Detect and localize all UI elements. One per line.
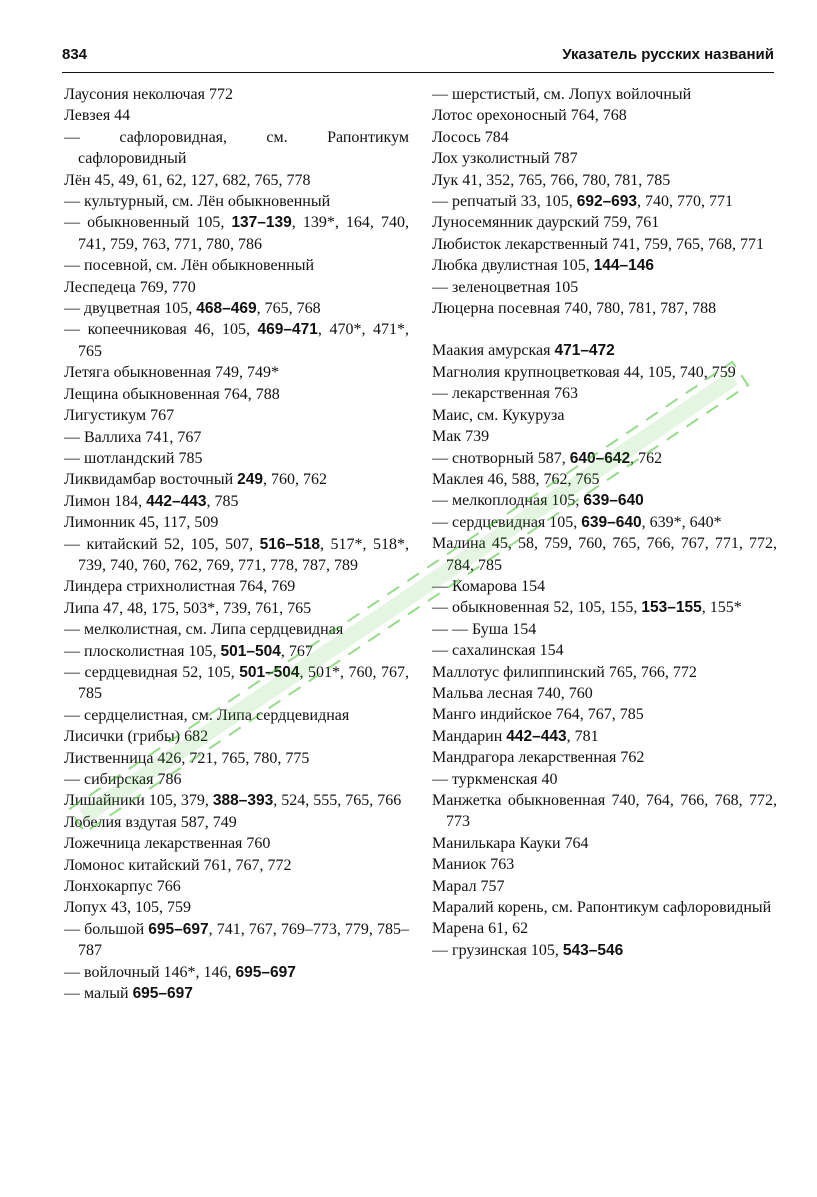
entry-bold-pages: 695–697 [132,985,193,1003]
entry-text: Лосось 784 [432,128,509,146]
entry-text: — шерстистый, см. Лопух войлочный [432,86,692,103]
entry-text: Манжетка обыкновенная 740, 764, 766, 768, 772, 773 [432,792,777,831]
entry-text: Лисички (грибы) 682 [64,728,209,746]
entry-bold-pages: 388–393 [212,792,274,810]
index-entry [64,405,409,426]
section-gap [432,319,777,340]
entry-text-rest: , 740, 770, 771 [637,193,734,211]
entry-bold-pages: 639–640 [581,513,642,531]
index-entry [432,747,777,768]
index-entry [64,619,409,640]
index-entry [64,769,409,790]
index-entry [432,170,777,191]
index-entry [432,191,777,212]
entry-text: Марена 61, 62 [432,920,529,938]
entry-bold-pages: 468–469 [196,300,257,318]
entry-bold-pages: 501–504 [220,642,281,660]
entry-bold-pages: 442–443 [506,727,567,745]
index-entry [64,876,409,897]
index-entry [432,704,777,725]
index-entry [64,469,409,490]
index-column-left [64,84,409,1004]
entry-text: Маралий корень, см. Рапонтикум сафлоровидный [432,899,772,917]
entry-text: — мелкоплодная 105, [432,492,584,510]
entry-text: Малина 45, 58, 759, 760, 765, 766, 767, 771, 772, 784, 785 [432,535,777,574]
index-entry [432,769,777,790]
entry-text: Марал 757 [432,877,505,895]
index-entry [432,662,777,683]
entry-text: — китайский 52, 105, 507, [64,535,260,553]
entry-text: — Валлиха 741, 767 [64,428,202,446]
index-entry [432,897,777,918]
entry-text: — сердцелистная, см. Липа сердцевидная [64,706,350,724]
entry-text: — лекарственная 763 [432,385,578,403]
index-entry [64,705,409,726]
entry-text: Мандрагора лекарственная 762 [432,749,645,767]
index-entry [432,405,777,426]
entry-bold-pages: 695–697 [148,920,209,938]
page-number: 834 [62,46,88,63]
index-entry [432,383,777,404]
entry-text: Любисток лекарственный 741, 759, 765, 768, 771 [432,235,764,253]
index-entry [432,340,777,361]
entry-text: — сибирская 786 [64,771,182,788]
entry-bold-pages: 640–642 [569,449,631,467]
entry-text: Мак 739 [432,428,490,446]
entry-text-rest: , 760, 762 [263,471,328,489]
entry-text: Лиственница 426, 721, 765, 780, 775 [64,749,310,767]
entry-text-rest: , 781 [566,727,599,745]
index-entry [64,491,409,512]
entry-text-rest: , 501*, 760, 767, 785 [78,663,409,703]
index-entry [64,790,409,811]
index-entry [64,84,409,105]
entry-text-rest: , 762 [630,449,663,467]
entry-text: — сафлоровидная, см. Рапонтикум сафлоровидный [64,128,409,168]
entry-bold-pages: 639–640 [583,492,644,510]
entry-text: Маклея 46, 588, 762, 765 [432,470,600,488]
entry-text: — копеечниковая 46, 105, [64,321,258,339]
index-entry [432,426,777,447]
entry-text: Маниок 763 [432,856,515,874]
index-entry [432,640,777,661]
index-entry [64,362,409,383]
entry-text: Лопух 43, 105, 759 [64,899,192,917]
entry-text: — большой [64,920,149,938]
entry-bold-pages: 469–471 [257,321,318,339]
index-entry [64,576,409,597]
entry-bold-pages: 695–697 [235,963,296,981]
running-head: Указатель русских названий [562,46,774,63]
entry-text: Лотос орехоносный 764, 768 [432,107,627,125]
entry-bold-pages: 153–155 [641,599,702,617]
index-entry [64,855,409,876]
index-entry [432,619,777,640]
index-entry [432,833,777,854]
entry-text: Лаусония неколючая 772 [64,86,233,103]
index-entry [432,298,777,319]
entry-bold-pages: 442–443 [146,492,207,510]
index-entry [432,576,777,597]
index-entry [64,897,409,918]
entry-text: — войлочный 146*, 146, [64,963,236,981]
entry-text: Леспедеца 769, 770 [64,278,196,296]
index-entry [432,105,777,126]
index-entry [432,362,777,383]
entry-text-rest: , 517*, 518*, 739, 740, 760, 762, 769, 771, 778, 787, 789 [78,535,410,574]
entry-text: — посевной, см. Лён обыкновенный [64,257,315,275]
entry-text: Лимон 184, [64,492,147,510]
entry-text: Мандарин [432,727,507,745]
index-entry [64,255,409,276]
entry-text: Маис, см. Кукуруза [432,406,565,424]
index-entry [64,598,409,619]
index-entry [432,469,777,490]
index-entry [432,597,777,618]
entry-text: Лигустикум 767 [64,407,175,425]
entry-text: — мелколистная, см. Липа сердцевидная [64,621,344,639]
index-entry [64,962,409,983]
index-entry [64,726,409,747]
entry-text: Лён 45, 49, 61, 62, 127, 682, 765, 778 [64,171,311,189]
entry-text: Лишайники 105, 379, [64,792,213,810]
index-entry [432,127,777,148]
index-entry [432,918,777,939]
entry-text-rest: , 741, 767, 769–773, 779, 785–787 [78,920,410,960]
entry-text: — Комарова 154 [432,577,546,595]
index-entry [432,490,777,511]
entry-text: Луносемянник даурский 759, 761 [432,214,660,232]
entry-bold-pages: 501–504 [239,663,300,681]
entry-text: Люцерна посевная 740, 780, 781, 787, 788 [432,300,717,318]
entry-text: — сердцевидная 52, 105, [64,663,240,681]
entry-text: Лимонник 45, 117, 509 [64,514,219,532]
index-entry [64,512,409,533]
index-column-right [432,84,777,961]
entry-text-rest: , 767 [280,642,313,660]
index-entry [432,448,777,469]
index-entry [432,84,777,105]
index-entry [432,148,777,169]
index-entry [432,234,777,255]
index-entry [64,384,409,405]
index-entry [64,277,409,298]
index-entry [64,812,409,833]
entry-text: Любка двулистная 105, [432,257,594,275]
index-entry [64,298,409,319]
entry-text: Магнолия крупноцветковая 44, 105, 740, 759 [432,363,736,381]
index-entry [64,833,409,854]
entry-text: Линдера стрихнолистная 764, 769 [64,578,296,596]
entry-text: Маллотус филиппинский 765, 766, 772 [432,663,697,681]
entry-text: — грузинская 105, [432,941,563,959]
index-entry [432,854,777,875]
index-entry [432,683,777,704]
entry-bold-pages: 249 [237,471,264,489]
entry-text: — снотворный 587, [432,449,570,467]
entry-text: — малый [64,985,133,1003]
entry-text: — обыкновенная 52, 105, 155, [432,599,642,617]
entry-text-rest: , 470*, 471*, 765 [78,321,410,360]
entry-text: Левзея 44 [64,107,131,125]
entry-text: Маакия амурская [432,342,555,360]
entry-text: Липа 47, 48, 175, 503*, 739, 761, 765 [64,599,312,617]
entry-text: — сердцевидная 105, [432,513,582,531]
index-entry [64,105,409,126]
index-entry [64,319,409,362]
entry-bold-pages: 516–518 [259,535,321,553]
index-entry [64,170,409,191]
entry-text-rest: , 765, 768 [256,300,321,318]
entry-text: — плосколистная 105, [64,642,221,660]
index-entry [432,726,777,747]
entry-text: Ликвидамбар восточный [64,471,238,489]
entry-text: Ломонос китайский 761, 767, 772 [64,856,292,874]
index-entry [64,191,409,212]
index-entry [64,662,409,705]
entry-text: — культурный, см. Лён обыкновенный [64,193,331,211]
index-entry [432,212,777,233]
entry-text: Ложечница лекарственная 760 [64,835,271,853]
index-entry [432,277,777,298]
entry-text-rest: , 524, 555, 765, 766 [273,792,402,810]
entry-bold-pages: 692–693 [576,193,638,211]
entry-text: — сахалинская 154 [432,642,564,660]
entry-text: Лещина обыкновенная 764, 788 [64,385,280,403]
entry-text: — зеленоцветная 105 [432,278,579,296]
entry-bold-pages: 471–472 [554,342,615,360]
entry-text-rest: , 785 [206,492,239,510]
entry-text: — шотландский 785 [64,449,203,467]
index-entry [64,448,409,469]
index-entry [64,212,409,255]
index-entry [64,427,409,448]
entry-text: Манилькара Кауки 764 [432,834,589,852]
index-entry [432,512,777,533]
entry-text: Летяга обыкновенная 749, 749* [64,364,280,382]
index-entry [64,748,409,769]
entry-text-rest: , 639*, 640* [641,513,722,531]
index-entry [432,533,777,576]
index-entry [432,940,777,961]
index-entry [64,127,409,170]
entry-bold-pages: 137–139 [231,214,292,232]
entry-text: Лобелия вздутая 587, 749 [64,813,237,831]
entry-bold-pages: 543–546 [562,941,624,959]
index-entry [432,876,777,897]
entry-text: — — Буша 154 [432,620,537,638]
entry-text: Лох узколистный 787 [432,150,578,168]
entry-text: — туркменская 40 [432,770,558,788]
entry-text: Лук 41, 352, 765, 766, 780, 781, 785 [432,171,671,189]
entry-text: — обыкновенный 105, [64,214,232,232]
index-entry [64,919,409,962]
index-entry [64,534,409,577]
entry-text: Лонхокарпус 766 [64,878,181,896]
entry-text: — двуцветная 105, [64,300,197,318]
entry-text-rest: , 139*, 164, 740, 741, 759, 763, 771, 780, 786 [78,214,409,253]
entry-text: Манго индийское 764, 767, 785 [432,706,644,724]
entry-text-rest: , 155* [701,599,742,617]
index-entry [432,790,777,833]
index-entry [64,641,409,662]
entry-text: — репчатый 33, 105, [432,193,577,211]
index-entry [64,983,409,1004]
entry-text: Мальва лесная 740, 760 [432,684,593,702]
page-header [62,42,774,73]
index-entry [432,255,777,276]
entry-bold-pages: 144–146 [593,257,655,275]
